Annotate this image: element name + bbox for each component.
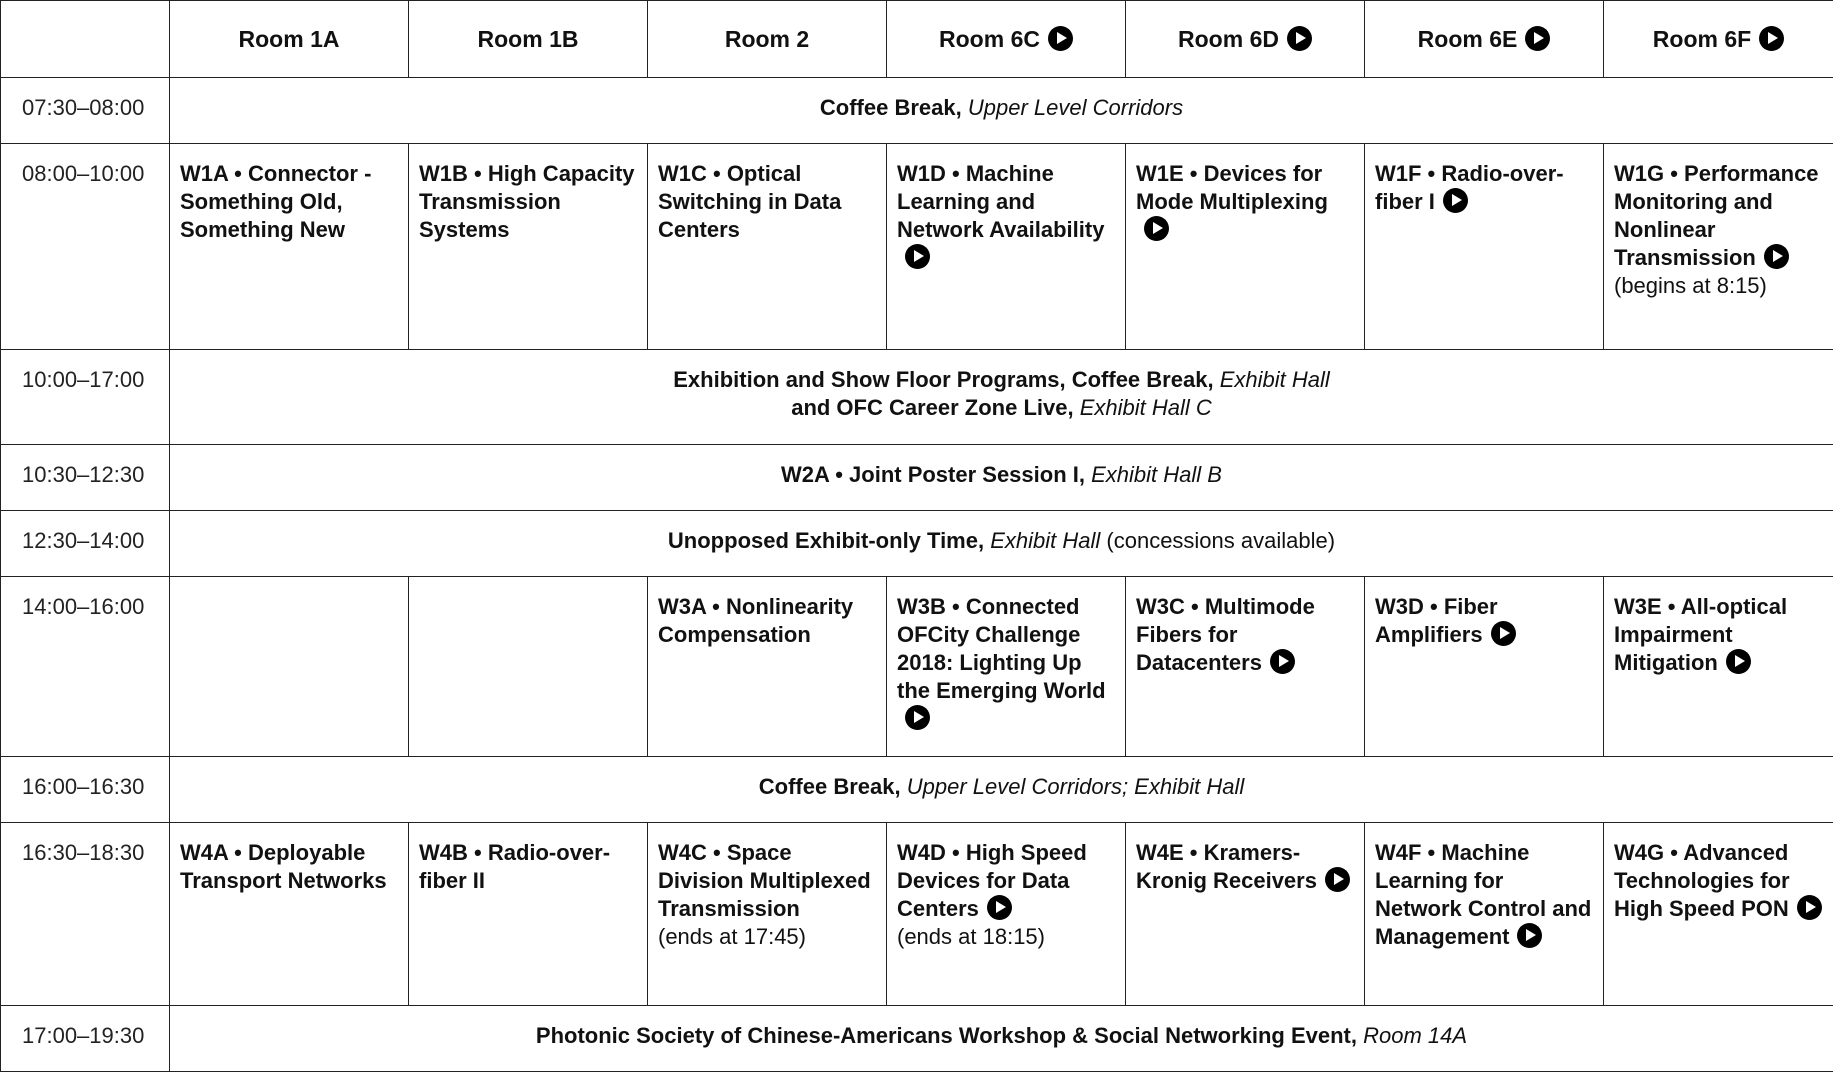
event-title: Unopposed Exhibit-only Time, (667, 528, 985, 553)
session-cell[interactable] (1126, 823, 1365, 1006)
schedule-row (1, 144, 1833, 350)
play-circle-icon[interactable] (1525, 26, 1550, 51)
session-title: W3C • Multimode Fibers for Datacenters (1136, 594, 1315, 675)
session-title: W4E • Kramers-Kronig Receivers (1136, 840, 1317, 893)
event-cell (170, 350, 1833, 445)
room-6c-header[interactable]: Room 6C (887, 1, 1126, 78)
session-title: W3D • Fiber Amplifiers (1375, 594, 1498, 647)
session-title: W4G • Advanced Technologies for High Speed PON (1614, 840, 1790, 921)
session-title: W3A • Nonlinearity Compensation (658, 594, 854, 647)
play-circle-icon[interactable] (905, 705, 930, 730)
room-1b-header: Room 1B (409, 1, 648, 78)
play-circle-icon[interactable] (905, 244, 930, 269)
event-title: Exhibition and Show Floor Programs, Coffee Break, (673, 367, 1214, 392)
session-title: W3B • Connected OFCity Challenge 2018: Lighting Up the Emerging World (897, 594, 1106, 703)
schedule-row (1, 577, 1833, 757)
play-circle-icon[interactable] (1517, 923, 1542, 948)
event-location: Exhibit Hall (990, 528, 1101, 553)
play-circle-icon[interactable] (1270, 649, 1295, 674)
room-1a-header: Room 1A (170, 1, 409, 78)
event-title: Coffee Break, (758, 774, 901, 799)
session-cell[interactable] (1365, 577, 1604, 757)
schedule-row (1, 78, 1833, 144)
session-cell[interactable] (1365, 144, 1604, 350)
header-corner (1, 1, 170, 78)
schedule-row (1, 511, 1833, 577)
event-location: Upper Level Corridors; Exhibit Hall (906, 774, 1245, 799)
time-cell: 17:00–19:30 (1, 1006, 170, 1072)
session-title: W1E • Devices for Mode Multiplexing (1136, 161, 1328, 214)
play-circle-icon[interactable] (1726, 649, 1751, 674)
play-circle-icon[interactable] (1287, 26, 1312, 51)
session-cell[interactable] (1126, 577, 1365, 757)
event-cell (170, 511, 1833, 577)
play-circle-icon[interactable] (987, 895, 1012, 920)
session-title: W4F • Machine Learning for Network Control and Management (1375, 840, 1592, 949)
session-cell[interactable] (887, 144, 1126, 350)
play-circle-icon[interactable] (1491, 621, 1516, 646)
play-circle-icon[interactable] (1048, 26, 1073, 51)
session-cell[interactable] (170, 144, 409, 350)
event-title: Coffee Break, (819, 95, 962, 120)
room-6d-header[interactable]: Room 6D (1126, 1, 1365, 78)
event-location: Exhibit Hall (1219, 367, 1330, 392)
event-location: Upper Level Corridors (967, 95, 1184, 120)
session-cell[interactable] (1604, 577, 1833, 757)
header-row (1, 1, 1833, 78)
session-title: W1D • Machine Learning and Network Availability (897, 161, 1105, 242)
event-cell (170, 757, 1833, 823)
session-title: W1G • Performance Monitoring and Nonlinear Transmission (1614, 161, 1819, 270)
schedule-row (1, 350, 1833, 445)
empty-cell (409, 577, 648, 757)
session-cell[interactable] (1604, 823, 1833, 1006)
time-cell: 10:00–17:00 (1, 350, 170, 445)
session-title: W1B • High Capacity Transmission Systems (419, 161, 635, 242)
session-title: W4B • Radio-over-fiber II (419, 840, 611, 893)
schedule-row (1, 757, 1833, 823)
session-title: W3E • All-optical Impairment Mitigation (1614, 594, 1788, 675)
play-circle-icon[interactable] (1759, 26, 1784, 51)
session-cell[interactable] (887, 823, 1126, 1006)
time-cell: 07:30–08:00 (1, 78, 170, 144)
schedule-row (1, 1006, 1833, 1072)
room-6f-header[interactable]: Room 6F (1604, 1, 1833, 78)
time-cell: 16:00–16:30 (1, 757, 170, 823)
event-title: and OFC Career Zone Live, (791, 395, 1074, 420)
session-title: W4A • Deployable Transport Networks (180, 840, 387, 893)
session-cell[interactable] (648, 823, 887, 1006)
play-circle-icon[interactable] (1443, 188, 1468, 213)
play-circle-icon[interactable] (1764, 244, 1789, 269)
session-cell[interactable] (409, 144, 648, 350)
session-cell[interactable] (1365, 823, 1604, 1006)
time-cell: 08:00–10:00 (1, 144, 170, 350)
session-note: (begins at 8:15) (1614, 273, 1767, 298)
schedule-row (1, 445, 1833, 511)
empty-cell (170, 577, 409, 757)
session-title: W1F • Radio-over-fiber I (1375, 161, 1564, 214)
event-location: Room 14A (1363, 1023, 1468, 1048)
session-cell[interactable] (170, 823, 409, 1006)
room-2-header: Room 2 (648, 1, 887, 78)
time-cell: 10:30–12:30 (1, 445, 170, 511)
event-title: W2A • Joint Poster Session I, (781, 462, 1085, 487)
session-cell[interactable] (1604, 144, 1833, 350)
room-6e-header[interactable]: Room 6E (1365, 1, 1604, 78)
session-cell[interactable] (887, 577, 1126, 757)
play-circle-icon[interactable] (1144, 216, 1169, 241)
event-cell (170, 1006, 1833, 1072)
session-title: W1A • Connector - Something Old, Something New (180, 161, 372, 242)
event-cell (170, 445, 1833, 511)
event-location: Exhibit Hall B (1091, 462, 1222, 487)
session-cell[interactable] (648, 144, 887, 350)
time-cell: 12:30–14:00 (1, 511, 170, 577)
play-circle-icon[interactable] (1797, 895, 1822, 920)
event-location: Exhibit Hall C (1079, 395, 1212, 420)
session-title: W4D • High Speed Devices for Data Centers (897, 840, 1087, 921)
time-cell: 14:00–16:00 (1, 577, 170, 757)
session-title: W4C • Space Division Multiplexed Transmission (658, 840, 871, 921)
event-note: (concessions available) (1106, 528, 1336, 553)
session-note: (ends at 18:15) (897, 924, 1045, 949)
session-cell[interactable] (1126, 144, 1365, 350)
event-cell (170, 78, 1833, 144)
session-cell[interactable] (648, 577, 887, 757)
session-title: W1C • Optical Switching in Data Centers (658, 161, 842, 242)
schedule-row (1, 823, 1833, 1006)
session-cell[interactable] (409, 823, 648, 1006)
event-title: Photonic Society of Chinese-Americans Workshop & Social Networking Event, (535, 1023, 1357, 1048)
play-circle-icon[interactable] (1325, 867, 1350, 892)
session-note: (ends at 17:45) (658, 924, 806, 949)
time-cell: 16:30–18:30 (1, 823, 170, 1006)
